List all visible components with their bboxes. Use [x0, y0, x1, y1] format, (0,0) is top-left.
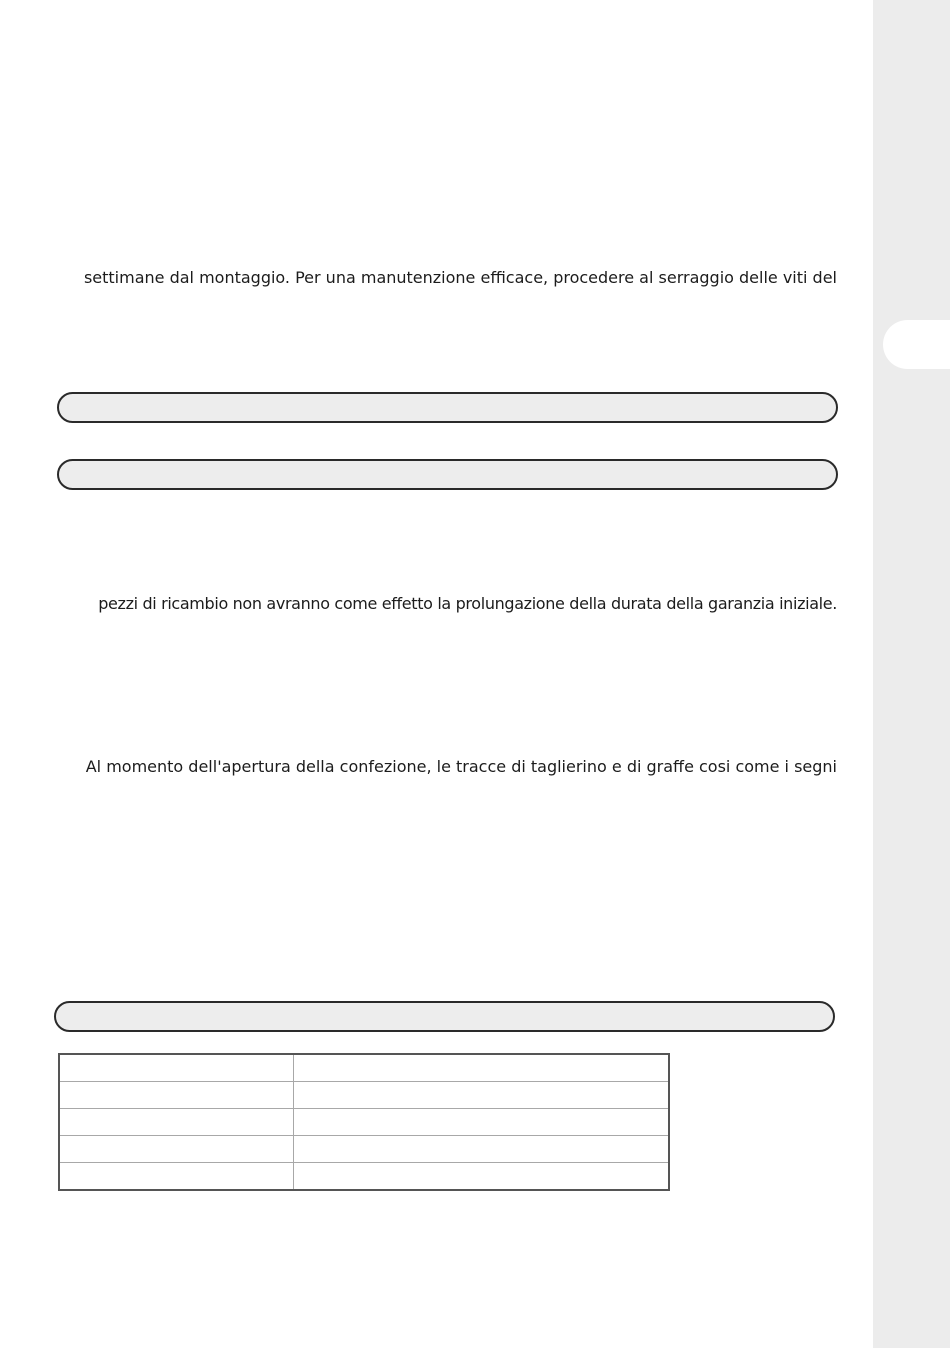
table-cell [294, 1054, 670, 1082]
table-cell [294, 1109, 670, 1136]
table-row [59, 1109, 669, 1136]
side-section-tab [883, 320, 950, 369]
table-cell [294, 1163, 670, 1191]
table-cell [294, 1082, 670, 1109]
table-cell [59, 1082, 294, 1109]
side-margin-strip [873, 0, 950, 1348]
table-row [59, 1136, 669, 1163]
paragraph-line-3: Al momento dell'apertura della confezione, le tracce di taglierino e di graffe cosi come i segni [85, 757, 837, 776]
table-cell [59, 1109, 294, 1136]
paragraph-line-1: settimane dal montaggio. Per una manutenzione efficace, procedere al serraggio delle viti del [83, 268, 837, 287]
table-row [59, 1163, 669, 1191]
table-cell [59, 1054, 294, 1082]
table-row [59, 1054, 669, 1082]
table-cell [59, 1136, 294, 1163]
section-heading-bar-3 [54, 1001, 835, 1032]
spec-table [58, 1053, 670, 1191]
section-heading-bar-2 [57, 459, 838, 490]
paragraph-line-2: pezzi di ricambio non avranno come effetto la prolungazione della durata della garanzia iniziale. [98, 594, 837, 613]
table-cell [59, 1163, 294, 1191]
table-cell [294, 1136, 670, 1163]
section-heading-bar-1 [57, 392, 838, 423]
table-row [59, 1082, 669, 1109]
